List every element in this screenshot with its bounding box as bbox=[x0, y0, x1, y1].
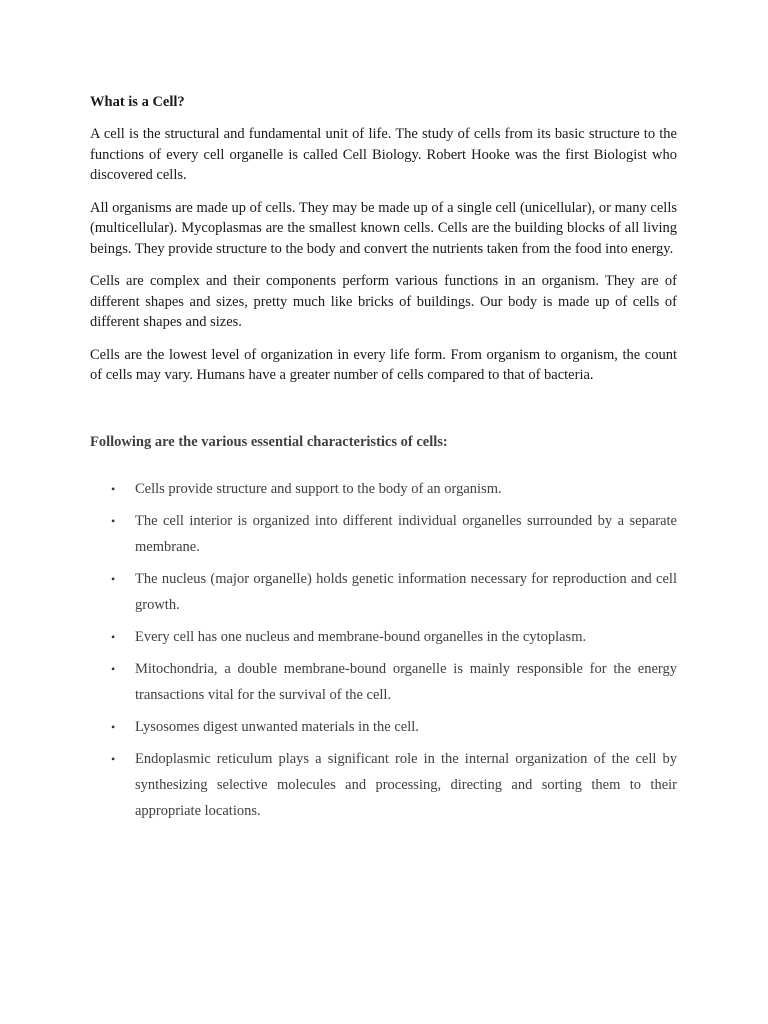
bullet-icon: • bbox=[111, 661, 116, 676]
list-item-text: Every cell has one nucleus and membrane-bound organelles in the cytoplasm. bbox=[135, 628, 587, 645]
bullet-icon: • bbox=[111, 571, 116, 586]
bullet-icon: • bbox=[111, 513, 116, 528]
document-title: What is a Cell? bbox=[90, 94, 185, 110]
bullet-icon: • bbox=[111, 751, 116, 766]
list-item bbox=[90, 476, 677, 502]
list-item bbox=[90, 508, 677, 560]
list-item bbox=[90, 746, 677, 824]
paragraph-organisms: All organisms are made up of cells. They may be made up of a single cell (unicellular), or many cells (multicellular). Mycoplasmas are the smallest known cells. Cells are the building blocks of all living beings. They provide structure to the body and convert the nutrients taken from the food into energy. bbox=[90, 199, 677, 257]
bullet-icon: • bbox=[111, 719, 116, 734]
list-item-text: Mitochondria, a double membrane-bound organelle is mainly responsible for the energy transactions vital for the survival of the cell. bbox=[135, 660, 677, 703]
document-page bbox=[90, 92, 677, 830]
list-item-text: The nucleus (major organelle) holds genetic information necessary for reproduction and cell growth. bbox=[135, 570, 677, 613]
list-item-text: Lysosomes digest unwanted materials in the cell. bbox=[135, 718, 419, 735]
characteristics-list bbox=[90, 476, 677, 824]
list-item-text: The cell interior is organized into different individual organelles surrounded by a separate membrane. bbox=[135, 512, 677, 555]
list-item bbox=[90, 656, 677, 708]
list-item-text: Cells provide structure and support to the body of an organism. bbox=[135, 480, 502, 497]
paragraph-organization: Cells are the lowest level of organization in every life form. From organism to organism, the count of cells may vary. Humans have a greater number of cells compared to that of bacteria. bbox=[90, 346, 677, 383]
bullet-icon: • bbox=[111, 481, 116, 496]
list-item bbox=[90, 624, 677, 650]
list-item bbox=[90, 714, 677, 740]
bullet-icon: • bbox=[111, 629, 116, 644]
list-item bbox=[90, 566, 677, 618]
list-item-text: Endoplasmic reticulum plays a significant role in the internal organization of the cell by synthesizing selective molecules and processing, directing and sorting them to their appropriate locations. bbox=[135, 750, 677, 819]
paragraph-complexity: Cells are complex and their components perform various functions in an organism. They are of different shapes and sizes, pretty much like bricks of buildings. Our body is made up of cells of different shapes and sizes. bbox=[90, 273, 677, 330]
characteristics-heading: Following are the various essential characteristics of cells: bbox=[90, 433, 448, 450]
paragraph-definition: A cell is the structural and fundamental unit of life. The study of cells from its basic structure to the functions of every cell organelle is called Cell Biology. Robert Hooke was the first Biologist who discovered cells. bbox=[90, 126, 677, 183]
